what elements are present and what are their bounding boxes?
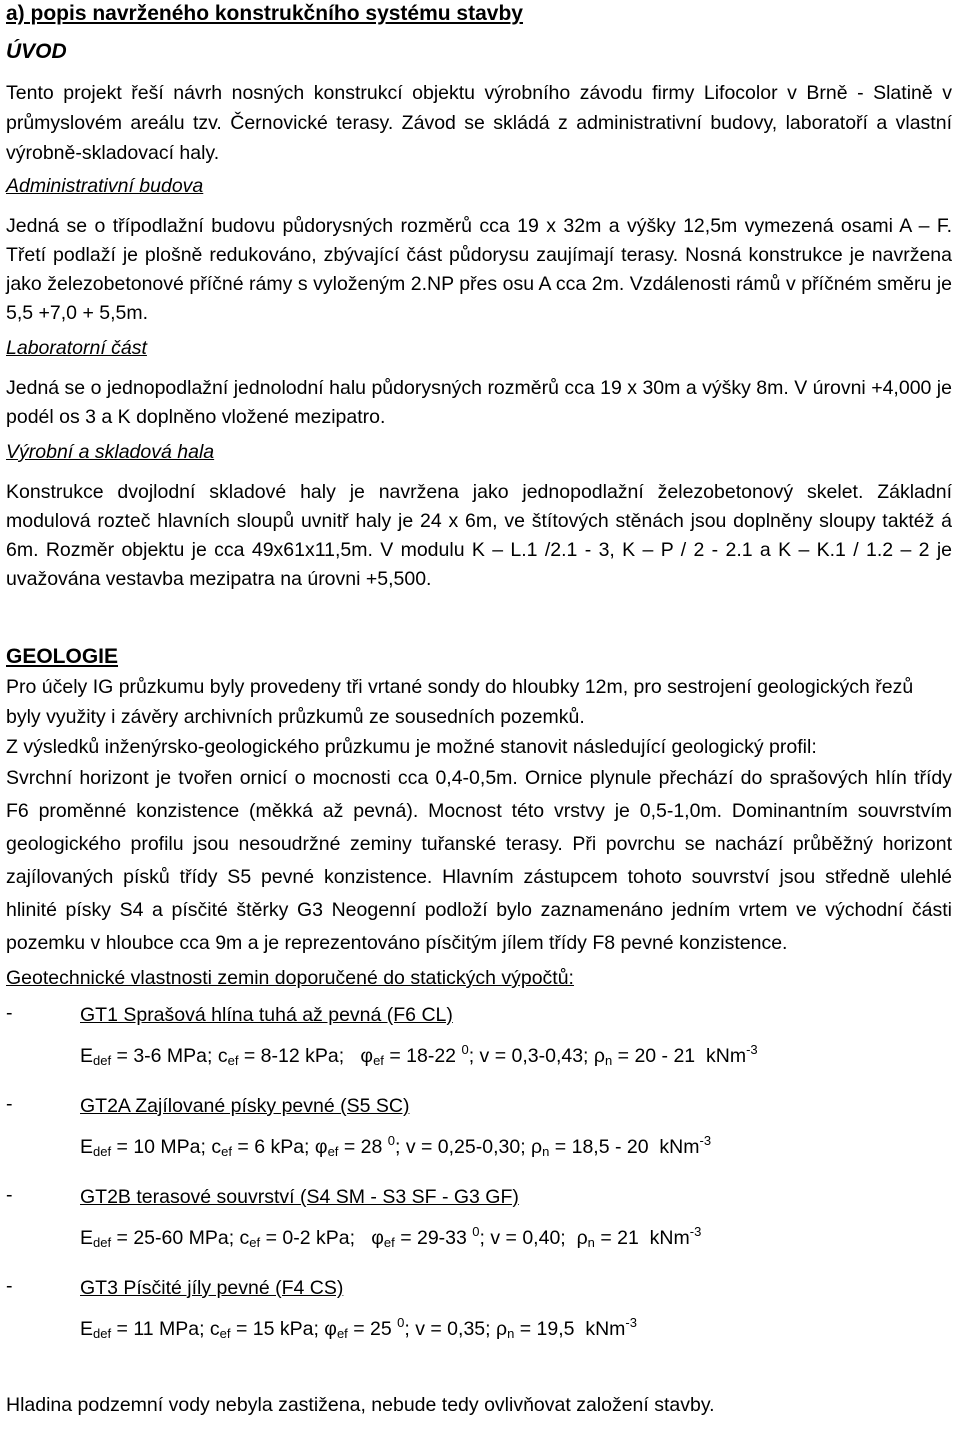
symbol-c: c [217, 1045, 228, 1067]
exponent: -3 [699, 1133, 712, 1148]
value-rho: = 20 - 21 [617, 1045, 696, 1067]
section-text-admin: Jedná se o třípodlažní budovu půdorysných rozměrů cca 19 x 32m a výšky 12,5m vymezená osami A – F. Třetí podlaží je plošně redukováno, zbývající část půdorysu zaujímají terasy. Nosná konstrukce je navržena jako železobetonové příčné rámy s vyloženým 2.NP přes osu A cca 2m. Vzdálenosti rámů v příčném směru je 5,5 +7,0 + 5,5m. [6, 215, 952, 324]
symbol-phi: φ [360, 1045, 374, 1067]
symbol-phi: φ [324, 1318, 337, 1340]
value-E: = 3-6 MPa; [116, 1045, 213, 1067]
soil-item [6, 1002, 952, 1081]
value-E: = 11 MPa; [116, 1318, 205, 1340]
degree-mark: 0 [472, 1224, 480, 1239]
value-nu: ; v = 0,3-0,43; [468, 1045, 589, 1067]
sub-ef: ef [219, 1326, 231, 1341]
symbol-rho: ρ [593, 1045, 605, 1067]
soil-item [6, 1184, 952, 1263]
section-lab [6, 336, 952, 432]
list-dash: - [6, 1275, 13, 1297]
soil-props [80, 1303, 952, 1354]
degree-mark: 0 [397, 1315, 405, 1330]
symbol-phi: φ [371, 1227, 384, 1249]
sub-def: def [93, 1235, 112, 1250]
sub-n: n [507, 1326, 515, 1341]
section-admin [6, 174, 952, 328]
symbol-rho: ρ [531, 1136, 543, 1158]
symbol-E: E [80, 1318, 94, 1340]
soil-props [80, 1121, 952, 1172]
value-phi: = 28 [343, 1136, 383, 1158]
list-dash: - [6, 1093, 13, 1115]
sub-ef: ef [327, 1144, 339, 1159]
value-E: = 25-60 MPa; [116, 1227, 235, 1249]
symbol-E: E [80, 1136, 94, 1158]
value-E: = 10 MPa; [116, 1136, 206, 1158]
section-hall [6, 440, 952, 594]
soil-name: GT2B terasové souvrství (S4 SM - S3 SF - G3 GF) [80, 1186, 519, 1208]
groundwater-note: Hladina podzemní vody nebyla zastižena, nebude tedy ovlivňovat založení stavby. [6, 1394, 715, 1416]
soil-props [80, 1212, 952, 1263]
value-c: = 0-2 kPa; [265, 1227, 355, 1249]
sub-def: def [93, 1144, 112, 1159]
soil-name: GT1 Sprašová hlína tuhá až pevná (F6 CL) [80, 1004, 453, 1026]
geology-p1: Pro účely IG průzkumu byly provedeny tři vrtané sondy do hloubky 12m, pro sestrojení geologických řezů byly využity i závěry archivních průzkumů ze sousedních pozemků. [6, 676, 914, 728]
section-text-lab: Jedná se o jednopodlažní jednolodní halu půdorysných rozměrů cca 19 x 30m a výšky 8m. V úrovni +4,000 je podél os 3 a K doplněno vložené mezipatro. [6, 377, 952, 428]
intro-text: Tento projekt řeší návrh nosných konstrukcí objektu výrobního závodu firmy Lifocolor v Brně - Slatině v průmyslovém areálu tzv. Černovické terasy. Závod se skládá z administrativní budovy, laboratoří a vlastní výrobně-skladovací haly. [6, 82, 952, 164]
sub-ef: ef [336, 1326, 348, 1341]
value-phi: = 29-33 [400, 1227, 467, 1249]
value-c: = 6 kPa; [237, 1136, 310, 1158]
soil-name: GT3 Písčité jíly pevné (F4 CS) [80, 1277, 344, 1299]
symbol-E: E [80, 1045, 94, 1067]
value-rho: = 18,5 - 20 [554, 1136, 649, 1158]
heading-main: a) popis navrženého konstrukčního systému stavby [6, 2, 523, 25]
sub-n: n [587, 1235, 595, 1250]
value-nu: ; v = 0,40; [479, 1227, 566, 1249]
intro-title: ÚVOD [6, 40, 67, 63]
value-c: = 15 kPa; [235, 1318, 319, 1340]
sub-ef: ef [249, 1235, 261, 1250]
exponent: -3 [746, 1042, 758, 1057]
geotech-props-title: Geotechnické vlastnosti zemin doporučené do statických výpočtů: [6, 967, 574, 989]
sub-ef: ef [373, 1053, 384, 1068]
value-rho: = 19,5 [519, 1318, 575, 1340]
value-phi: = 18-22 [389, 1045, 457, 1067]
symbol-c: c [239, 1227, 250, 1249]
sub-n: n [604, 1053, 613, 1068]
soil-props [80, 1030, 952, 1081]
sub-ef: ef [383, 1235, 395, 1250]
sub-ef: ef [227, 1053, 239, 1068]
symbol-c: c [209, 1318, 220, 1340]
list-dash: - [6, 1002, 13, 1024]
geology-p2: Z výsledků inženýrsko-geologického průzkumu je možné stanovit následující geologický profil: [6, 736, 817, 758]
exponent: -3 [625, 1315, 637, 1330]
soil-item [6, 1275, 952, 1354]
value-phi: = 25 [353, 1318, 392, 1340]
symbol-rho: ρ [576, 1227, 588, 1249]
list-dash: - [6, 1184, 13, 1206]
document-page [0, 2, 960, 1438]
symbol-phi: φ [314, 1136, 328, 1158]
sub-n: n [542, 1144, 550, 1159]
sub-def: def [93, 1326, 112, 1341]
value-nu: ; v = 0,25-0,30; [394, 1136, 526, 1158]
soil-name: GT2A Zajílované písky pevné (S5 SC) [80, 1095, 410, 1117]
degree-mark: 0 [461, 1042, 469, 1057]
exponent: -3 [689, 1224, 702, 1239]
section-title-admin: Administrativní budova [6, 175, 204, 197]
sub-def: def [93, 1053, 112, 1068]
sub-ef: ef [221, 1144, 232, 1159]
symbol-c: c [211, 1136, 222, 1158]
section-title-lab: Laboratorní část [6, 337, 147, 359]
geology-title: GEOLOGIE [6, 645, 119, 668]
unit: kNm [649, 1227, 690, 1249]
symbol-E: E [80, 1227, 94, 1249]
soil-item [6, 1093, 952, 1172]
geology-p3: Svrchní horizont je tvořen ornicí o mocnosti cca 0,4-0,5m. Ornice plynule přechází do sprašových hlín třídy F6 proměnné konzistence (měkká až pevná). Mocnost této vrstvy je 0,5-1,0m. Dominantním souvrstvím geologického profilu jsou nesoudržné zeminy tuřanské terasy. Při povrchu se nachází průběžný horizont zajílovaných písků třídy S5 pevné konzistence. Hlavním zástupcem tohoto souvrství jsou středně ulehlé hlinité písky S4 a písčité štěrky G3 Neogenní podloží bylo zaznamenáno jedním vrtem ve východní části pozemku v hloubce cca 9m a je reprezentováno písčitým jílem třídy F8 pevné konzistence. [6, 767, 952, 954]
section-title-hall: Výrobní a skladová hala [6, 441, 215, 463]
value-c: = 8-12 kPa; [243, 1045, 345, 1067]
value-rho: = 21 [600, 1227, 639, 1249]
unit: kNm [585, 1318, 626, 1340]
section-text-hall: Konstrukce dvojlodní skladové haly je navržena jako jednopodlažní železobetonový skelet. Základní modulová rozteč hlavních sloupů uvnitř haly je 24 x 6m, ve štítových stěnách jsou doplněny sloupy taktéž á 6m. Rozměr objektu je cca 49x61x11,5m. V modulu K – L.1 /2.1 - 3, K – P / 2 - 2.1 a K – K.1 / 1.2 – 2 je uvažována vestavba mezipatra na úrovni +5,500. [6, 481, 952, 590]
value-nu: ; v = 0,35; [404, 1318, 491, 1340]
degree-mark: 0 [387, 1133, 395, 1148]
symbol-rho: ρ [495, 1318, 508, 1340]
unit: kNm [659, 1136, 700, 1158]
unit: kNm [706, 1045, 747, 1067]
